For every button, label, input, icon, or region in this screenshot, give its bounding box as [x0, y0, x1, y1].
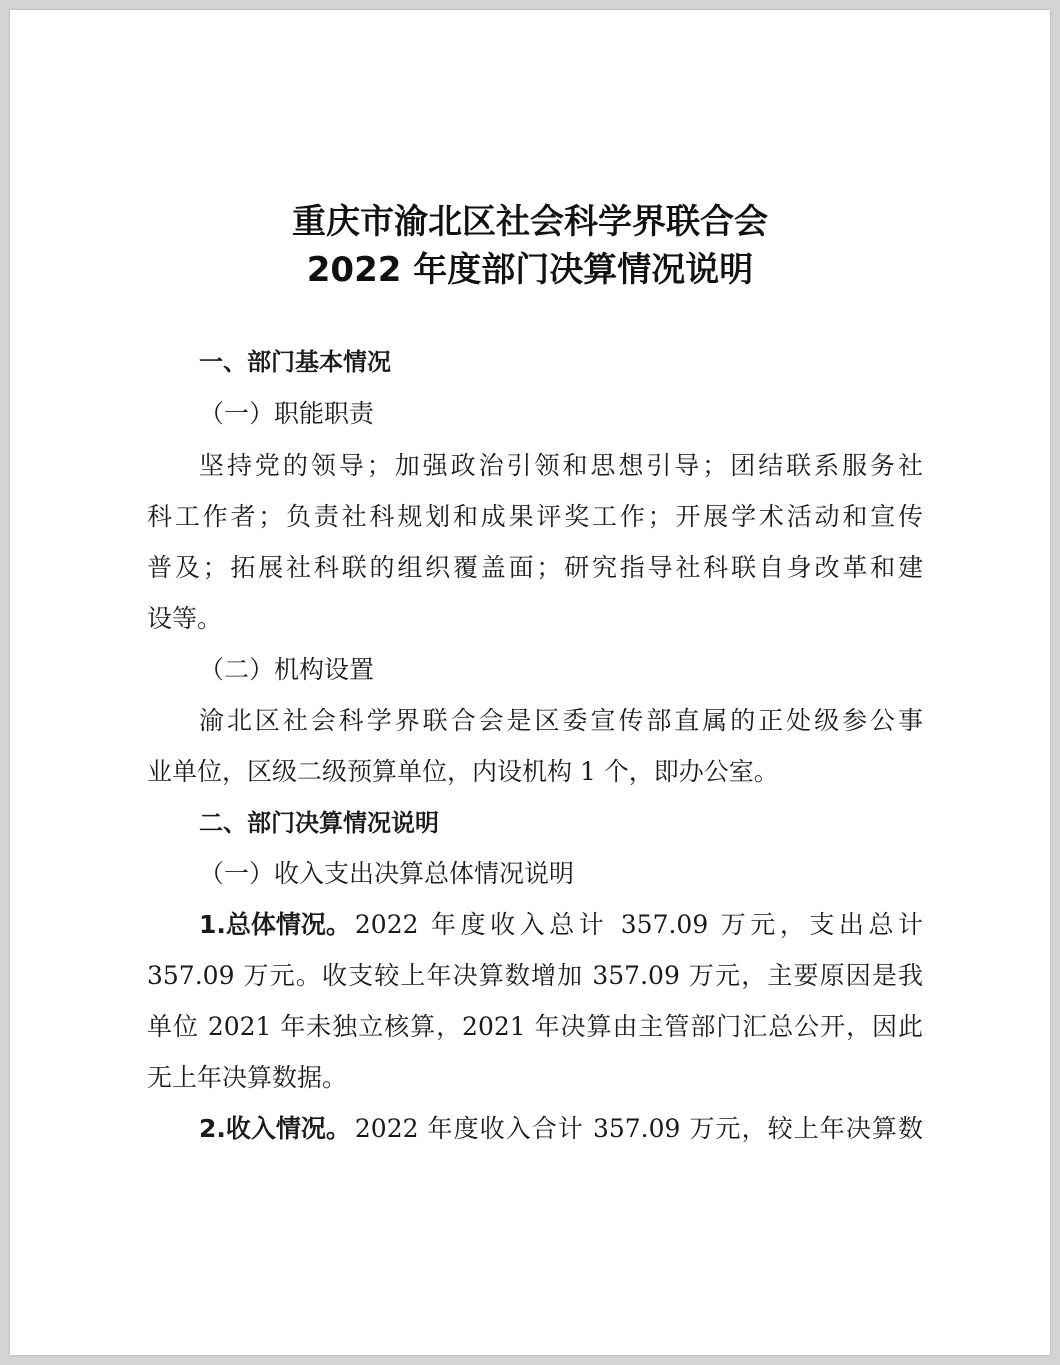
sub2-heading: （二）机构设置	[199, 655, 375, 684]
p2-line: 业单位，区级二级预算单位，内设机构 1 个，即办公室。	[147, 757, 779, 786]
p4-line1	[199, 1111, 923, 1147]
p1-line: 普及；拓展社科联的组织覆盖面；研究指导社科联自身改革和建	[147, 553, 923, 582]
p3-line: 357.09 万元。收支较上年决算数增加 357.09 万元，主要原因是我	[147, 961, 923, 990]
p1-line: 坚持党的领导；加强政治引领和思想引导；团结联系服务社	[199, 451, 923, 480]
p4-line1-rest: 2022 年度收入合计 357.09 万元，较上年决算数	[354, 1114, 923, 1143]
p3-lead: 1.总体情况。	[199, 910, 351, 939]
p3-line: 单位 2021 年未独立核算，2021 年决算由主管部门汇总公开，因此	[147, 1012, 923, 1041]
p1-line: 科工作者；负责社科规划和成果评奖工作；开展学术活动和宣传	[147, 502, 923, 531]
document-title-line2: 2022 年度部门决算情况说明	[306, 250, 754, 290]
document-title-line1: 重庆市渝北区社会科学界联合会	[292, 202, 768, 242]
p1-line: 设等。	[147, 604, 223, 633]
p4-lead: 2.收入情况。	[199, 1114, 351, 1143]
sub1-heading: （一）职能职责	[199, 399, 375, 428]
section1-heading: 一、部门基本情况	[199, 348, 391, 376]
p2-line: 渝北区社会科学界联合会是区委宣传部直属的正处级参公事	[199, 706, 923, 735]
sub3-heading: （一）收入支出决算总体情况说明	[199, 859, 575, 888]
p3-line1	[199, 907, 923, 943]
section2-heading: 二、部门决算情况说明	[199, 809, 439, 837]
document-page	[10, 10, 1050, 1355]
p3-line1-rest: 2022 年度收入总计 357.09 万元，支出总计	[354, 910, 923, 939]
p3-line: 无上年决算数据。	[147, 1063, 348, 1092]
